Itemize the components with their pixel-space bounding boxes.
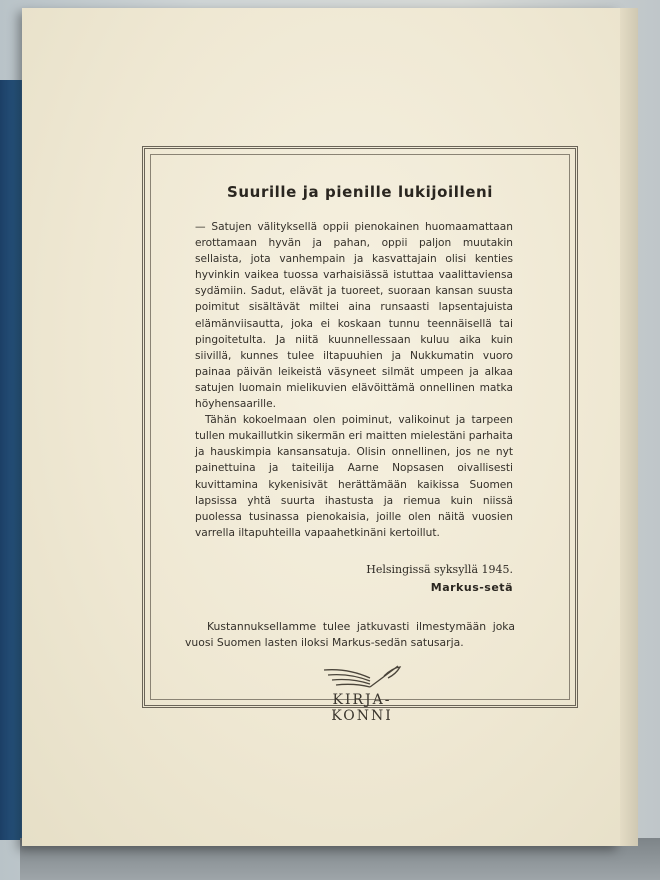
- book-back-cover: [22, 8, 620, 846]
- page-title: Suurille ja pienille lukijoilleni: [226, 183, 494, 201]
- foreword-text: [195, 219, 513, 541]
- cover-edge: [620, 8, 638, 846]
- signature: Markus-setä: [430, 581, 513, 594]
- publisher-logo: [318, 664, 406, 736]
- logo-text-line1: KIRJA-: [332, 692, 392, 708]
- publisher-notice: Kustannuksellamme tulee jatkuvasti ilmestymään joka vuosi Suomen lasten iloksi Markus-sedän satusarja.: [185, 620, 515, 649]
- foreword-paragraph-1: — Satujen välityksellä oppii pienokainen huomaamattaan erottamaan hyvän ja pahan, oppii paljon muutakin sellaista, jota vanhempain ja kasvattajain olisi kenties hyvinkin vaikea tuossa varhaisiässä istuttaa vaalittaviensa sydämiin. Sadut, elävät ja tuoreet, suoraan kansan suusta poimitut sisältävät miltei aina runsaasti lapsentajuista elämänviisautta, joka ei koskaan tunnu teennäisellä tai pingoitetulta. Ja niitä kuunnellessaan kuluu aika kuin siivillä, kunnes tulee iltapuuhien ja Nukkumatin vuoro painaa päivän leikeistä väsyneet silmät umpeen ja alkaa satujen luomain mielikuvien elävöittämä onnellinen matka höyhensaarille.: [195, 221, 513, 411]
- text-frame: [142, 146, 578, 708]
- quill-wings-icon: [318, 664, 406, 694]
- foreword-paragraph-2: Tähän kokoelmaan olen poiminut, valikoinut ja tarpeen tullen mukaillutkin sikermän eri maitten mielestäni parhaita ja hauskimpia kansansatuja. Olisin onnellinen, jos ne nyt painettuina ja taiteilija Aarne Nopsasen oivallisesti kuvittamina kykenisivät herättämään kaikissa Suomen lapsissa yhtä suurta ihastusta ja riemua kuin niissä puolessa tusinassa pienokaisia, joille olen näitä vuosien varrella iltapuhteilla vapaahetkinäni kertoillut.: [195, 414, 513, 539]
- place-date: Helsingissä syksyllä 1945.: [366, 563, 513, 576]
- logo-text-line2: KONNI: [331, 708, 393, 724]
